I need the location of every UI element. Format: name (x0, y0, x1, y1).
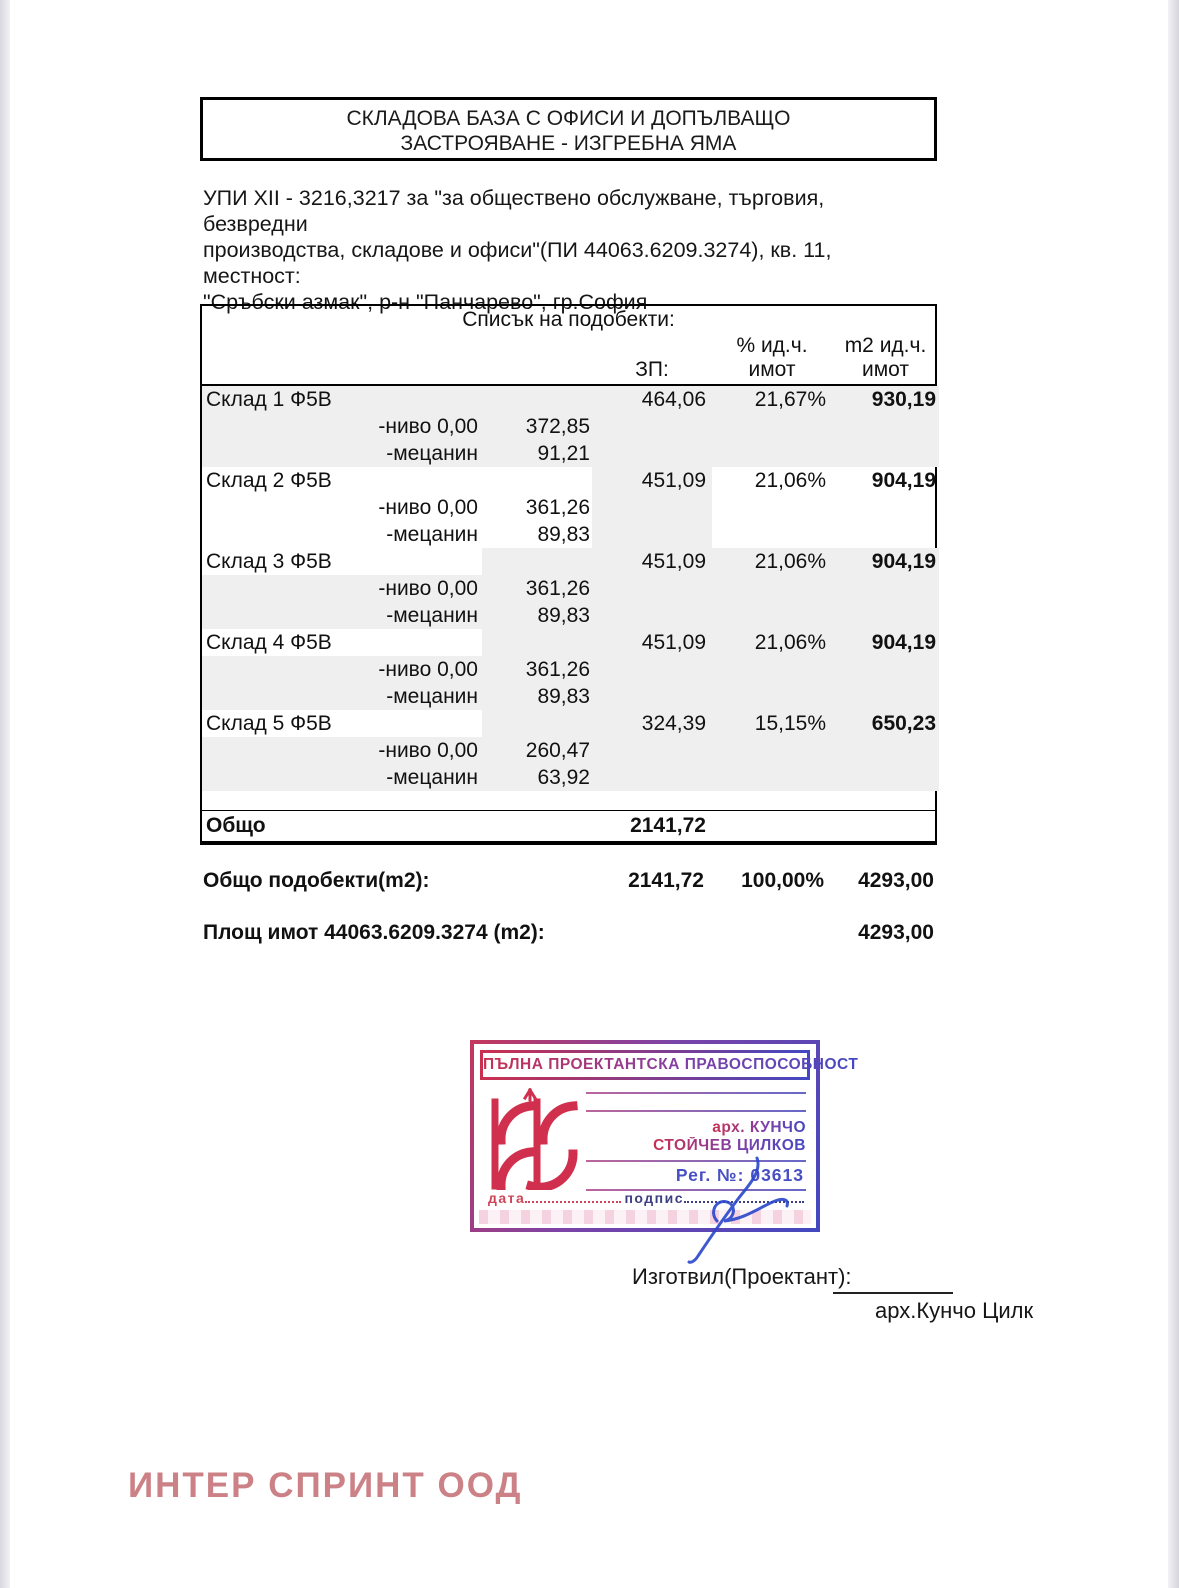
stamp-architect-name-1: арх. КУНЧО (712, 1119, 806, 1136)
stamp-rule (586, 1160, 806, 1162)
summary-subobjects-row: Общо подобекти(m2): 2141,72 100,00% 4293,00 (203, 869, 934, 892)
title-line-1: СКЛАДОВА БАЗА С ОФИСИ И ДОПЪЛВАЩО (346, 107, 791, 130)
architect-stamp (470, 1040, 859, 1232)
prepared-by-underline (833, 1292, 953, 1294)
stamp-signature-field: подпис (624, 1190, 804, 1206)
subobjects-table (200, 304, 937, 845)
table-header-row (202, 334, 935, 386)
stamp-title: ПЪЛНА ПРОЕКТАНТСКА ПРАВОСПОСОБНОСТ (480, 1050, 810, 1080)
table-row: Склад 4 Ф5В 451,09 21,06% 904,19 (202, 629, 935, 656)
stamp-bottom-row (488, 1190, 804, 1206)
kab-logo-icon (484, 1088, 578, 1190)
table-row: Склад 2 Ф5В 451,09 21,06% 904,19 (202, 467, 935, 494)
total-label: Общо (206, 814, 266, 837)
stamp-rule (586, 1092, 806, 1094)
stamp-watermark-band (479, 1210, 811, 1224)
table-row: Склад 5 Ф5В 324,39 15,15% 650,23 (202, 710, 935, 737)
stamp-architect-name-2: СТОЙЧЕВ ЦИЛКОВ (653, 1137, 806, 1154)
description-line: УПИ XII - 3216,3217 за "за обществено обслужване, търговия, безвредни (203, 186, 825, 236)
date-dotted-line (525, 1192, 621, 1203)
stamp-registration-number: Рег. №: 03613 (675, 1165, 804, 1185)
table-subrow: -ниво 0,00 372,85 (202, 413, 935, 440)
header-zp: ЗП: (635, 358, 669, 381)
table-subrow: -мецанин 63,92 (202, 764, 935, 791)
table-subrow: -ниво 0,00 361,26 (202, 656, 935, 683)
table-row: Склад 3 Ф5В 451,09 21,06% 904,19 (202, 548, 935, 575)
total-zp: 2141,72 (630, 814, 706, 837)
stamp-date-field: дата (488, 1190, 621, 1206)
table-subrow: -ниво 0,00 361,26 (202, 575, 935, 602)
title-box (200, 97, 937, 161)
stamp-rule (586, 1110, 806, 1112)
table-subrow: -мецанин 91,21 (202, 440, 935, 467)
summary-plot-area-row: Площ имот 44063.6209.3274 (m2): 4293,00 (203, 921, 934, 944)
table-subrow: -ниво 0,00 260,47 (202, 737, 935, 764)
prepared-by-label: Изготвил(Проектант): (632, 1264, 852, 1289)
description-line: "Сръбски азмак", р-н "Панчарево", гр.София (203, 290, 648, 314)
prepared-by-name: арх.Кунчо Цилк (875, 1298, 1034, 1323)
title-line-2: ЗАСТРОЯВАНЕ - ИЗГРЕБНА ЯМА (400, 132, 737, 155)
table-subrow: -ниво 0,00 361,26 (202, 494, 935, 521)
table-row: Склад 1 Ф5В 464,06 21,67% 930,19 (202, 386, 935, 413)
company-watermark: ИНТЕР СПРИНТ ООД (128, 1466, 523, 1505)
stamp-right-column (586, 1084, 806, 1191)
table-subrow: -мецанин 89,83 (202, 521, 935, 548)
table-total-row (202, 811, 935, 841)
signature-dotted-line (684, 1192, 804, 1203)
page-edge-left (0, 0, 10, 1588)
table-spacer-row (202, 791, 935, 811)
header-m2: m2 ид.ч. имот (844, 334, 927, 381)
table-title: Списък на подобекти: (462, 308, 675, 331)
page-edge-right (1168, 0, 1179, 1588)
table-subrow: -мецанин 89,83 (202, 683, 935, 710)
header-pct: % ид.ч. имот (736, 334, 808, 381)
table-subrow: -мецанин 89,83 (202, 602, 935, 629)
property-description (203, 185, 903, 315)
description-line: производства, складове и офиси"(ПИ 44063.6209.3274), кв. 11, местност: (203, 238, 832, 288)
